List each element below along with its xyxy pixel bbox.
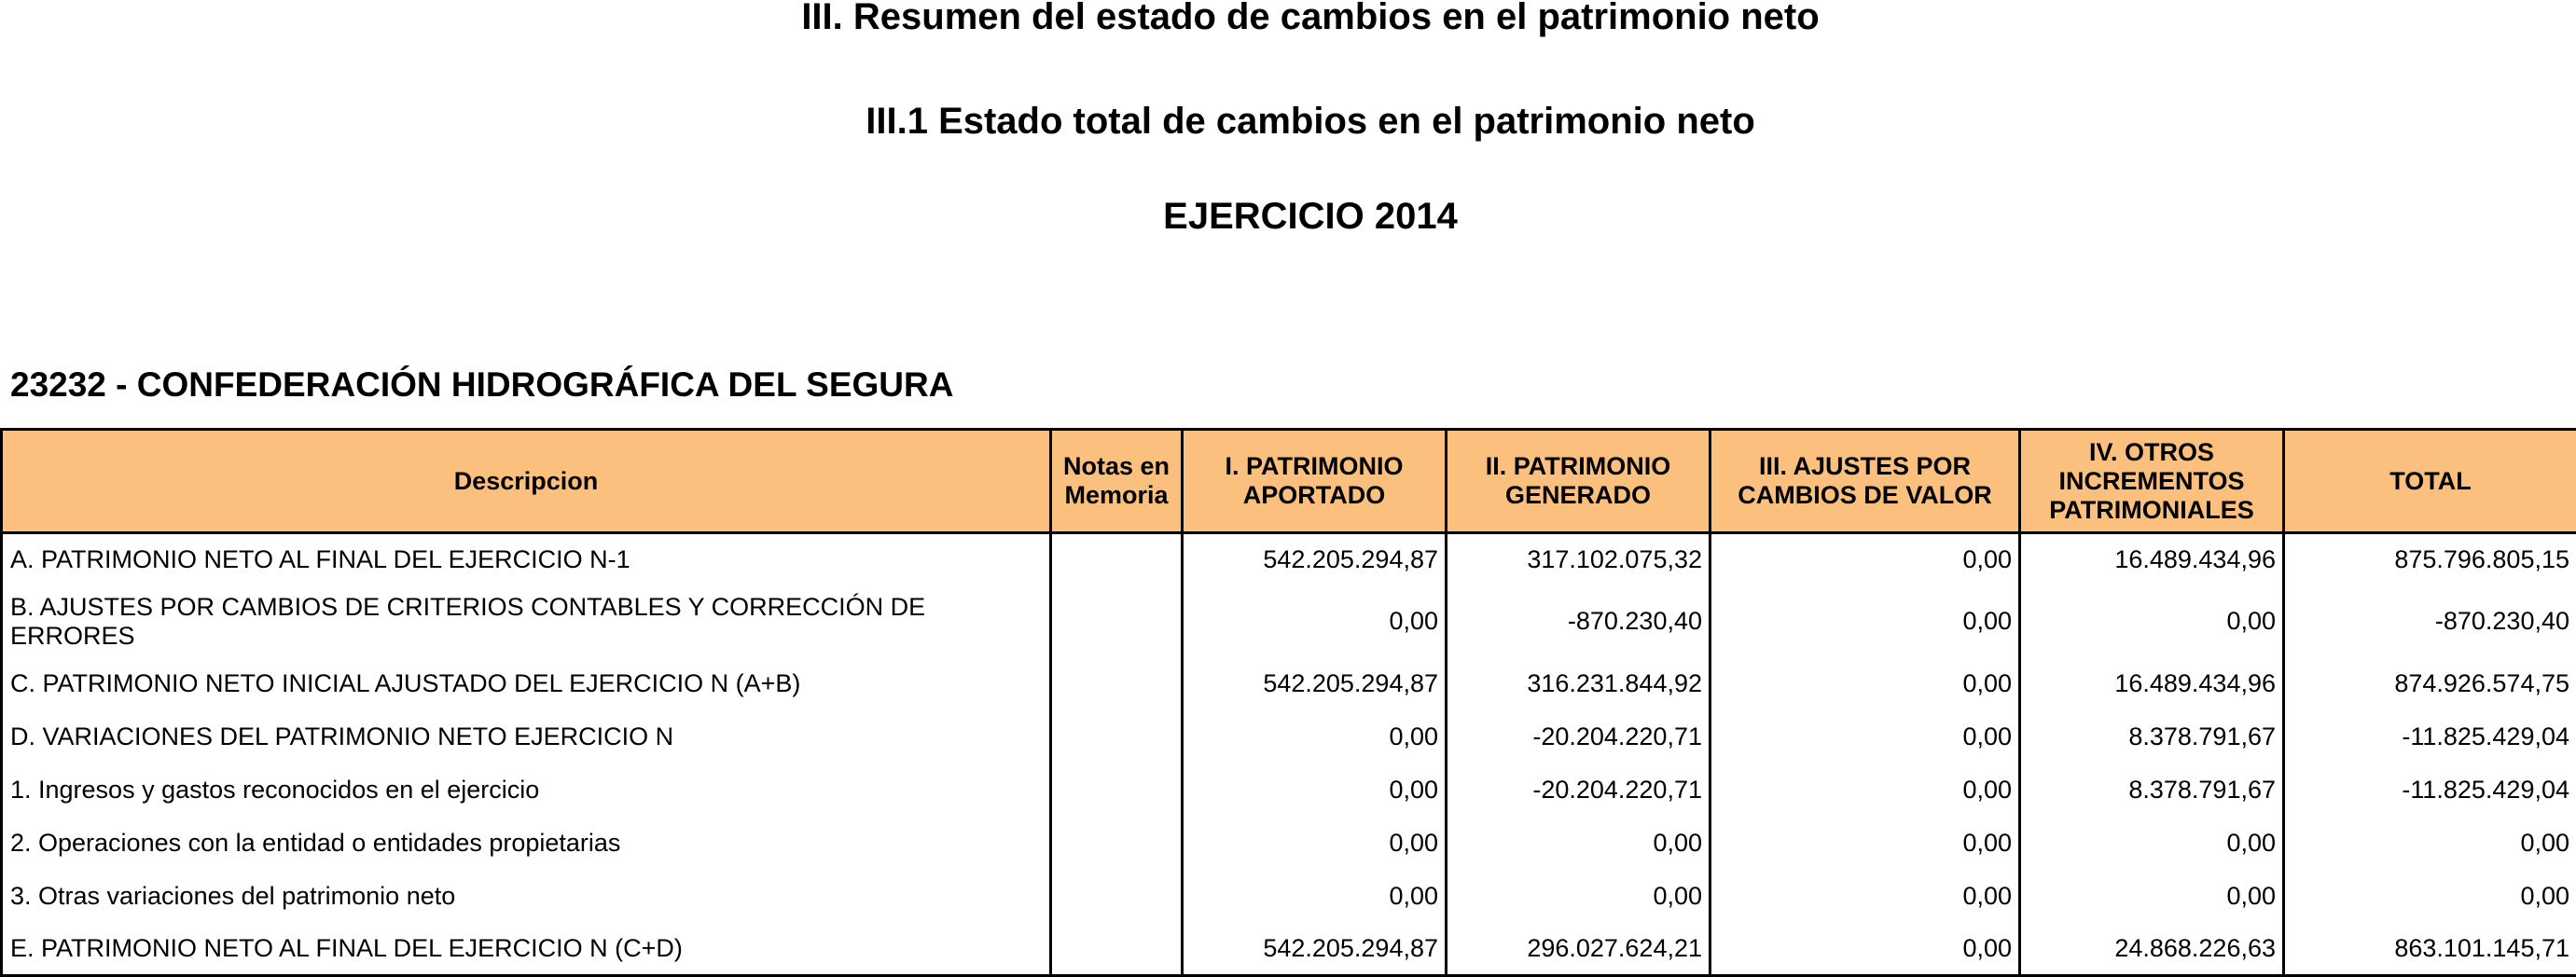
table-row (2, 533, 2576, 586)
row-patrimonio-aportado: 0,00 (1183, 870, 1447, 923)
header-otros-line-2: INCREMENTOS (2058, 467, 2244, 495)
row-ajustes-valor: 0,00 (1710, 923, 2020, 976)
row-description: C. PATRIMONIO NETO INICIAL AJUSTADO DEL EJERCICIO N (A+B) (2, 657, 1051, 710)
row-notas (1051, 533, 1183, 586)
row-total: 863.101.145,71 (2284, 923, 2576, 976)
header-total-text: TOTAL (2389, 467, 2472, 495)
report-title: III. Resumen del estado de cambios en el patrimonio neto (0, 0, 2576, 39)
row-description: E. PATRIMONIO NETO AL FINAL DEL EJERCICIO N (C+D) (2, 923, 1051, 976)
table-row (2, 817, 2576, 870)
row-total: -11.825.429,04 (2284, 710, 2576, 764)
row-total: 875.796.805,15 (2284, 533, 2576, 586)
row-ajustes-valor: 0,00 (1710, 657, 2020, 710)
row-total: -11.825.429,04 (2284, 764, 2576, 817)
equity-changes-table (0, 428, 2576, 977)
row-description: 3. Otras variaciones del patrimonio neto (2, 870, 1051, 923)
row-patrimonio-generado: 296.027.624,21 (1447, 923, 1710, 976)
header-generado-line-2: GENERADO (1505, 481, 1651, 509)
row-patrimonio-generado: 0,00 (1447, 817, 1710, 870)
header-descripcion (2, 430, 1051, 533)
row-total: 0,00 (2284, 870, 2576, 923)
row-ajustes-valor: 0,00 (1710, 870, 2020, 923)
row-total: 0,00 (2284, 817, 2576, 870)
row-ajustes-valor: 0,00 (1710, 817, 2020, 870)
row-otros-incrementos: 24.868.226,63 (2020, 923, 2284, 976)
row-notas (1051, 586, 1183, 657)
header-ajustes-line-2: CAMBIOS DE VALOR (1738, 481, 1992, 509)
row-description: 1. Ingresos y gastos reconocidos en el ejercicio (2, 764, 1051, 817)
header-otros-incrementos (2020, 430, 2284, 533)
row-patrimonio-aportado: 0,00 (1183, 710, 1447, 764)
header-patrimonio-aportado (1183, 430, 1447, 533)
row-notas (1051, 923, 1183, 976)
row-otros-incrementos: 0,00 (2020, 817, 2284, 870)
table-row (2, 657, 2576, 710)
header-descripcion-text: Descripcion (454, 467, 599, 495)
row-ajustes-valor: 0,00 (1710, 533, 2020, 586)
table-row (2, 923, 2576, 976)
row-notas (1051, 710, 1183, 764)
row-ajustes-valor: 0,00 (1710, 764, 2020, 817)
header-notas-line-2: Memoria (1064, 481, 1168, 509)
row-patrimonio-aportado: 542.205.294,87 (1183, 657, 1447, 710)
row-patrimonio-generado: 0,00 (1447, 870, 1710, 923)
table-row (2, 710, 2576, 764)
fiscal-year-heading: EJERCICIO 2014 (0, 194, 2576, 239)
row-total: -870.230,40 (2284, 586, 2576, 657)
row-patrimonio-aportado: 542.205.294,87 (1183, 533, 1447, 586)
row-otros-incrementos: 16.489.434,96 (2020, 657, 2284, 710)
row-patrimonio-generado: -20.204.220,71 (1447, 764, 1710, 817)
row-notas (1051, 870, 1183, 923)
table-header-row (2, 430, 2576, 533)
row-notas (1051, 657, 1183, 710)
row-patrimonio-aportado: 0,00 (1183, 817, 1447, 870)
row-patrimonio-generado: -870.230,40 (1447, 586, 1710, 657)
header-otros-line-3: PATRIMONIALES (2049, 496, 2254, 524)
report-subtitle: III.1 Estado total de cambios en el patrimonio neto (0, 99, 2576, 144)
row-description: B. AJUSTES POR CAMBIOS DE CRITERIOS CONTABLES Y CORRECCIÓN DE ERRORES (2, 586, 1051, 657)
header-notas-line-1: Notas en (1063, 452, 1170, 480)
row-otros-incrementos: 0,00 (2020, 586, 2284, 657)
row-description: 2. Operaciones con la entidad o entidades propietarias (2, 817, 1051, 870)
row-ajustes-valor: 0,00 (1710, 586, 2020, 657)
row-patrimonio-aportado: 0,00 (1183, 586, 1447, 657)
row-patrimonio-aportado: 0,00 (1183, 764, 1447, 817)
header-aportado-line-2: APORTADO (1243, 481, 1386, 509)
row-description: A. PATRIMONIO NETO AL FINAL DEL EJERCICIO N-1 (2, 533, 1051, 586)
table-row (2, 870, 2576, 923)
row-patrimonio-generado: 316.231.844,92 (1447, 657, 1710, 710)
header-notas-memoria (1051, 430, 1183, 533)
header-otros-line-1: IV. OTROS (2089, 438, 2214, 466)
header-ajustes-valor (1710, 430, 2020, 533)
row-otros-incrementos: 0,00 (2020, 870, 2284, 923)
header-aportado-line-1: I. PATRIMONIO (1226, 452, 1404, 480)
row-notas (1051, 817, 1183, 870)
row-otros-incrementos: 16.489.434,96 (2020, 533, 2284, 586)
row-otros-incrementos: 8.378.791,67 (2020, 764, 2284, 817)
header-patrimonio-generado (1447, 430, 1710, 533)
table-row (2, 586, 2576, 657)
header-ajustes-line-1: III. AJUSTES POR (1759, 452, 1971, 480)
row-total: 874.926.574,75 (2284, 657, 2576, 710)
row-otros-incrementos: 8.378.791,67 (2020, 710, 2284, 764)
row-notas (1051, 764, 1183, 817)
row-patrimonio-generado: 317.102.075,32 (1447, 533, 1710, 586)
header-generado-line-1: II. PATRIMONIO (1486, 452, 1671, 480)
entity-name: 23232 - CONFEDERACIÓN HIDROGRÁFICA DEL SEGURA (10, 364, 953, 406)
row-description: D. VARIACIONES DEL PATRIMONIO NETO EJERCICIO N (2, 710, 1051, 764)
header-total (2284, 430, 2576, 533)
table-row (2, 764, 2576, 817)
row-ajustes-valor: 0,00 (1710, 710, 2020, 764)
row-patrimonio-aportado: 542.205.294,87 (1183, 923, 1447, 976)
row-patrimonio-generado: -20.204.220,71 (1447, 710, 1710, 764)
